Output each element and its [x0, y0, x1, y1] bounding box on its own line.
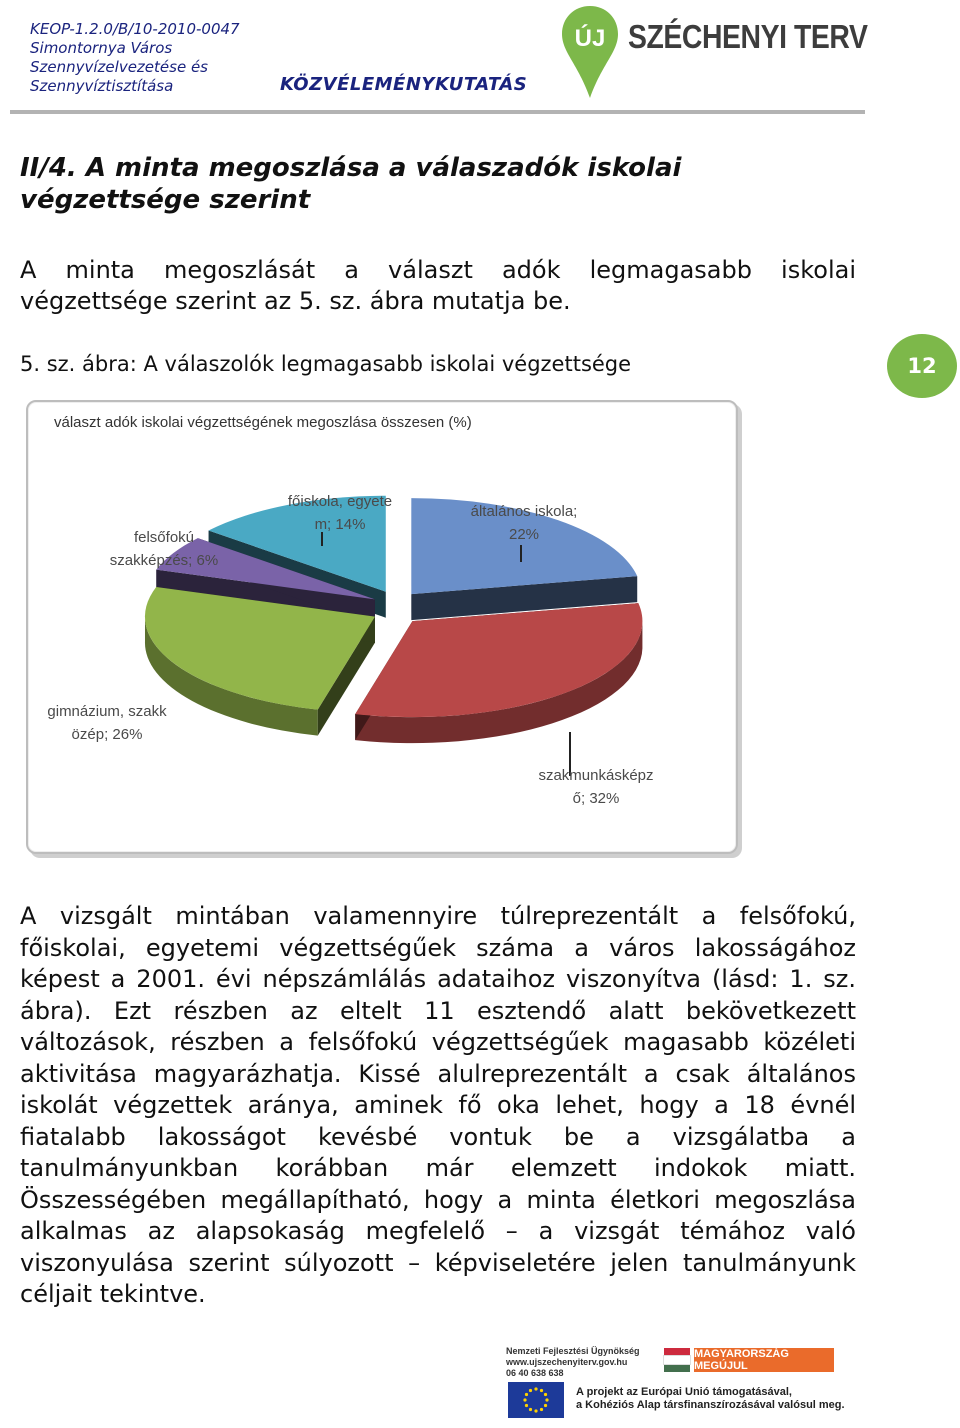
pie-slice-szakmunk-sk-pz- — [355, 603, 642, 743]
eu-line-2: a Kohéziós Alap társfinanszírozásával valósul meg. — [576, 1399, 845, 1411]
pie-chart — [26, 400, 734, 850]
eu-star-icon — [529, 1408, 532, 1411]
footer-agency — [506, 1346, 640, 1379]
eu-star-icon — [540, 1408, 543, 1411]
eu-star-icon — [545, 1398, 548, 1401]
slice-label: gimnázium, szakk özép; 26% — [47, 703, 167, 743]
eu-flag-icon — [508, 1382, 564, 1418]
eu-star-icon — [544, 1393, 547, 1396]
hungarian-flag-icon — [664, 1348, 690, 1372]
org-line-2: Szennyvízelvezetése és — [30, 58, 209, 76]
project-code: KEOP-1.2.0/B/10-2010-0047 — [30, 20, 240, 38]
eu-line-1: A projekt az Európai Unió támogatásával, — [576, 1386, 792, 1398]
slice-label: főiskola, egyete m; 14% — [287, 493, 393, 533]
eu-star-icon — [534, 1387, 537, 1390]
slice-label: általános iskola; 22% — [470, 503, 578, 543]
body-paragraph: A vizsgált mintában valamennyire túlreprezentált a felsőfokú, főiskolai, egyetemi végzettségűek száma a város lakosságához képest a 2001. évi népszámlálás adataihoz viszonyítva (lásd: 1. sz. ábra). Ezt részben az eltelt 11 esztendő alatt bekövetkezett változások, részben a felsőfokú végzettségűek magasabb közéleti aktivitása magyarázhatja. Kissé alulreprezentált a csak általános iskolát végzettek aránya, aminek fő oka lehet, hogy a 18 évnél fiatalabb lakosságot kevésbé vontuk be a vizsgálatba a tanulmányunkban korábban már elemzett indokok miatt. Összességében megállapítható, hogy a minta életkori megoszlása alkalmas az alapsokaság megfelelő – a vizsgát témához való viszonyulása szerint súlyozott – képviseletére jelen tanulmányunk céljait tekintve. — [20, 902, 856, 1308]
page-number-badge: 12 — [887, 334, 957, 398]
eu-support-text — [576, 1386, 845, 1412]
slice-label: szakmunkásképz ő; 32% — [538, 767, 654, 807]
eu-star-icon — [529, 1389, 532, 1392]
eu-star-icon — [523, 1398, 526, 1401]
figure-caption: 5. sz. ábra: A válaszolók legmagasabb iskolai végzettsége — [20, 352, 632, 376]
section-title: II/4. A minta megoszlása a válaszadók iskolai végzettsége szerint — [20, 153, 682, 215]
brand-name: SZÉCHENYI TERV — [628, 18, 868, 55]
agency-name: Nemzeti Fejlesztési Ügynökség — [506, 1346, 640, 1356]
header-org-block — [30, 20, 240, 96]
eu-star-icon — [540, 1389, 543, 1392]
eu-star-icon — [544, 1404, 547, 1407]
eu-star-icon — [525, 1404, 528, 1407]
eu-star-icon — [534, 1409, 537, 1412]
intro-paragraph: A minta megoszlását a választ adók legmagasabb iskolai végzettsége szerint az 5. sz. ábra mutatja be. — [20, 256, 856, 315]
org-line-1: Simontornya Város — [30, 39, 173, 57]
uj-badge-text: ÚJ — [574, 25, 606, 52]
uj-pin-logo-icon — [560, 4, 620, 100]
slice-label: felsőfokú szakképzés; 6% — [109, 529, 219, 569]
eu-star-icon — [525, 1393, 528, 1396]
agency-phone: 06 40 638 638 — [506, 1368, 564, 1378]
chart-title: választ adók iskolai végzettségének megoszlása összesen (%) — [54, 414, 472, 431]
survey-label: KÖZVÉLEMÉNYKUTATÁS — [280, 74, 528, 95]
header-divider — [10, 110, 865, 114]
agency-url: www.ujszechenyiterv.gov.hu — [506, 1357, 628, 1367]
hungary-renews-banner: MAGYARORSZÁG MEGÚJUL — [694, 1348, 834, 1372]
org-line-3: Szennyvíztisztítása — [30, 77, 174, 95]
